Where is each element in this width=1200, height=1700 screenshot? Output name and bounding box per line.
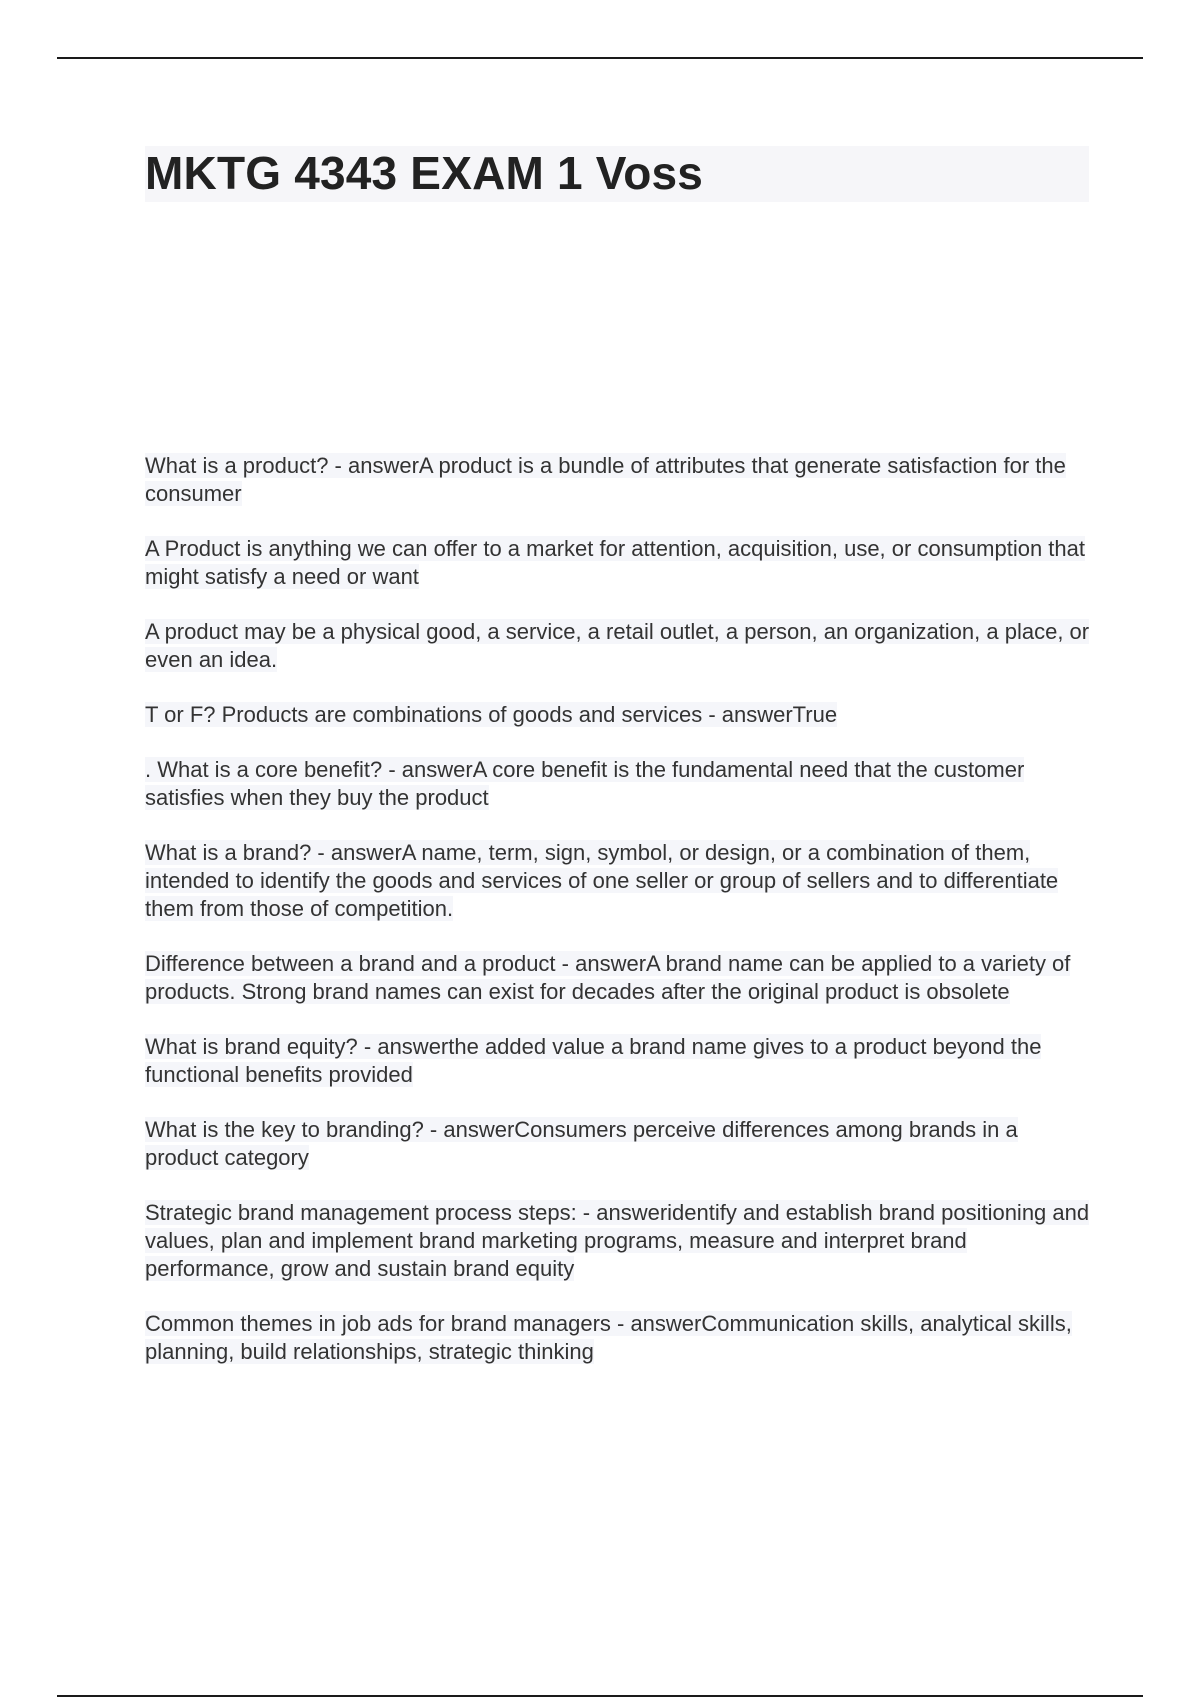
qa-text: What is a brand? - answerA name, term, sign, symbol, or design, or a combination of them, intended to identify the goods and services of one seller or group of sellers and to differentiate them from those of competition. <box>145 840 1059 921</box>
qa-text: . What is a core benefit? - answerA core benefit is the fundamental need that the customer satisfies when they buy the product <box>145 757 1025 810</box>
qa-item <box>145 701 1090 729</box>
top-rule <box>57 57 1143 59</box>
qa-item <box>145 452 1090 508</box>
qa-item <box>145 1310 1090 1366</box>
qa-item <box>145 1116 1090 1172</box>
qa-text: Strategic brand management process steps: - answeridentify and establish brand positioning and values, plan and implement brand marketing programs, measure and interpret brand performance, grow and sustain brand equity <box>145 1200 1090 1281</box>
qa-text: Difference between a brand and a product - answerA brand name can be applied to a variety of products. Strong brand names can exist for decades after the original product is obsolete <box>145 951 1071 1004</box>
qa-item <box>145 535 1090 591</box>
qa-text: Common themes in job ads for brand managers - answerCommunication skills, analytical skills, planning, build relationships, strategic thinking <box>145 1311 1072 1364</box>
qa-item <box>145 756 1090 812</box>
bottom-rule <box>57 1695 1143 1697</box>
qa-text: What is a product? - answerA product is a bundle of attributes that generate satisfaction for the consumer <box>145 453 1066 506</box>
qa-text: What is brand equity? - answerthe added value a brand name gives to a product beyond the functional benefits provided <box>145 1034 1042 1087</box>
qa-item <box>145 1199 1090 1283</box>
page-title: MKTG 4343 EXAM 1 Voss <box>145 147 704 199</box>
qa-text: A Product is anything we can offer to a market for attention, acquisition, use, or consumption that might satisfy a need or want <box>145 536 1086 589</box>
qa-text: T or F? Products are combinations of goods and services - answerTrue <box>145 702 838 727</box>
qa-item <box>145 1033 1090 1089</box>
qa-text: A product may be a physical good, a service, a retail outlet, a person, an organization, a place, or even an idea. <box>145 619 1090 672</box>
qa-list <box>145 452 1090 1393</box>
qa-item <box>145 618 1090 674</box>
qa-item <box>145 950 1090 1006</box>
qa-text: What is the key to branding? - answerConsumers perceive differences among brands in a product category <box>145 1117 1018 1170</box>
qa-item <box>145 839 1090 923</box>
